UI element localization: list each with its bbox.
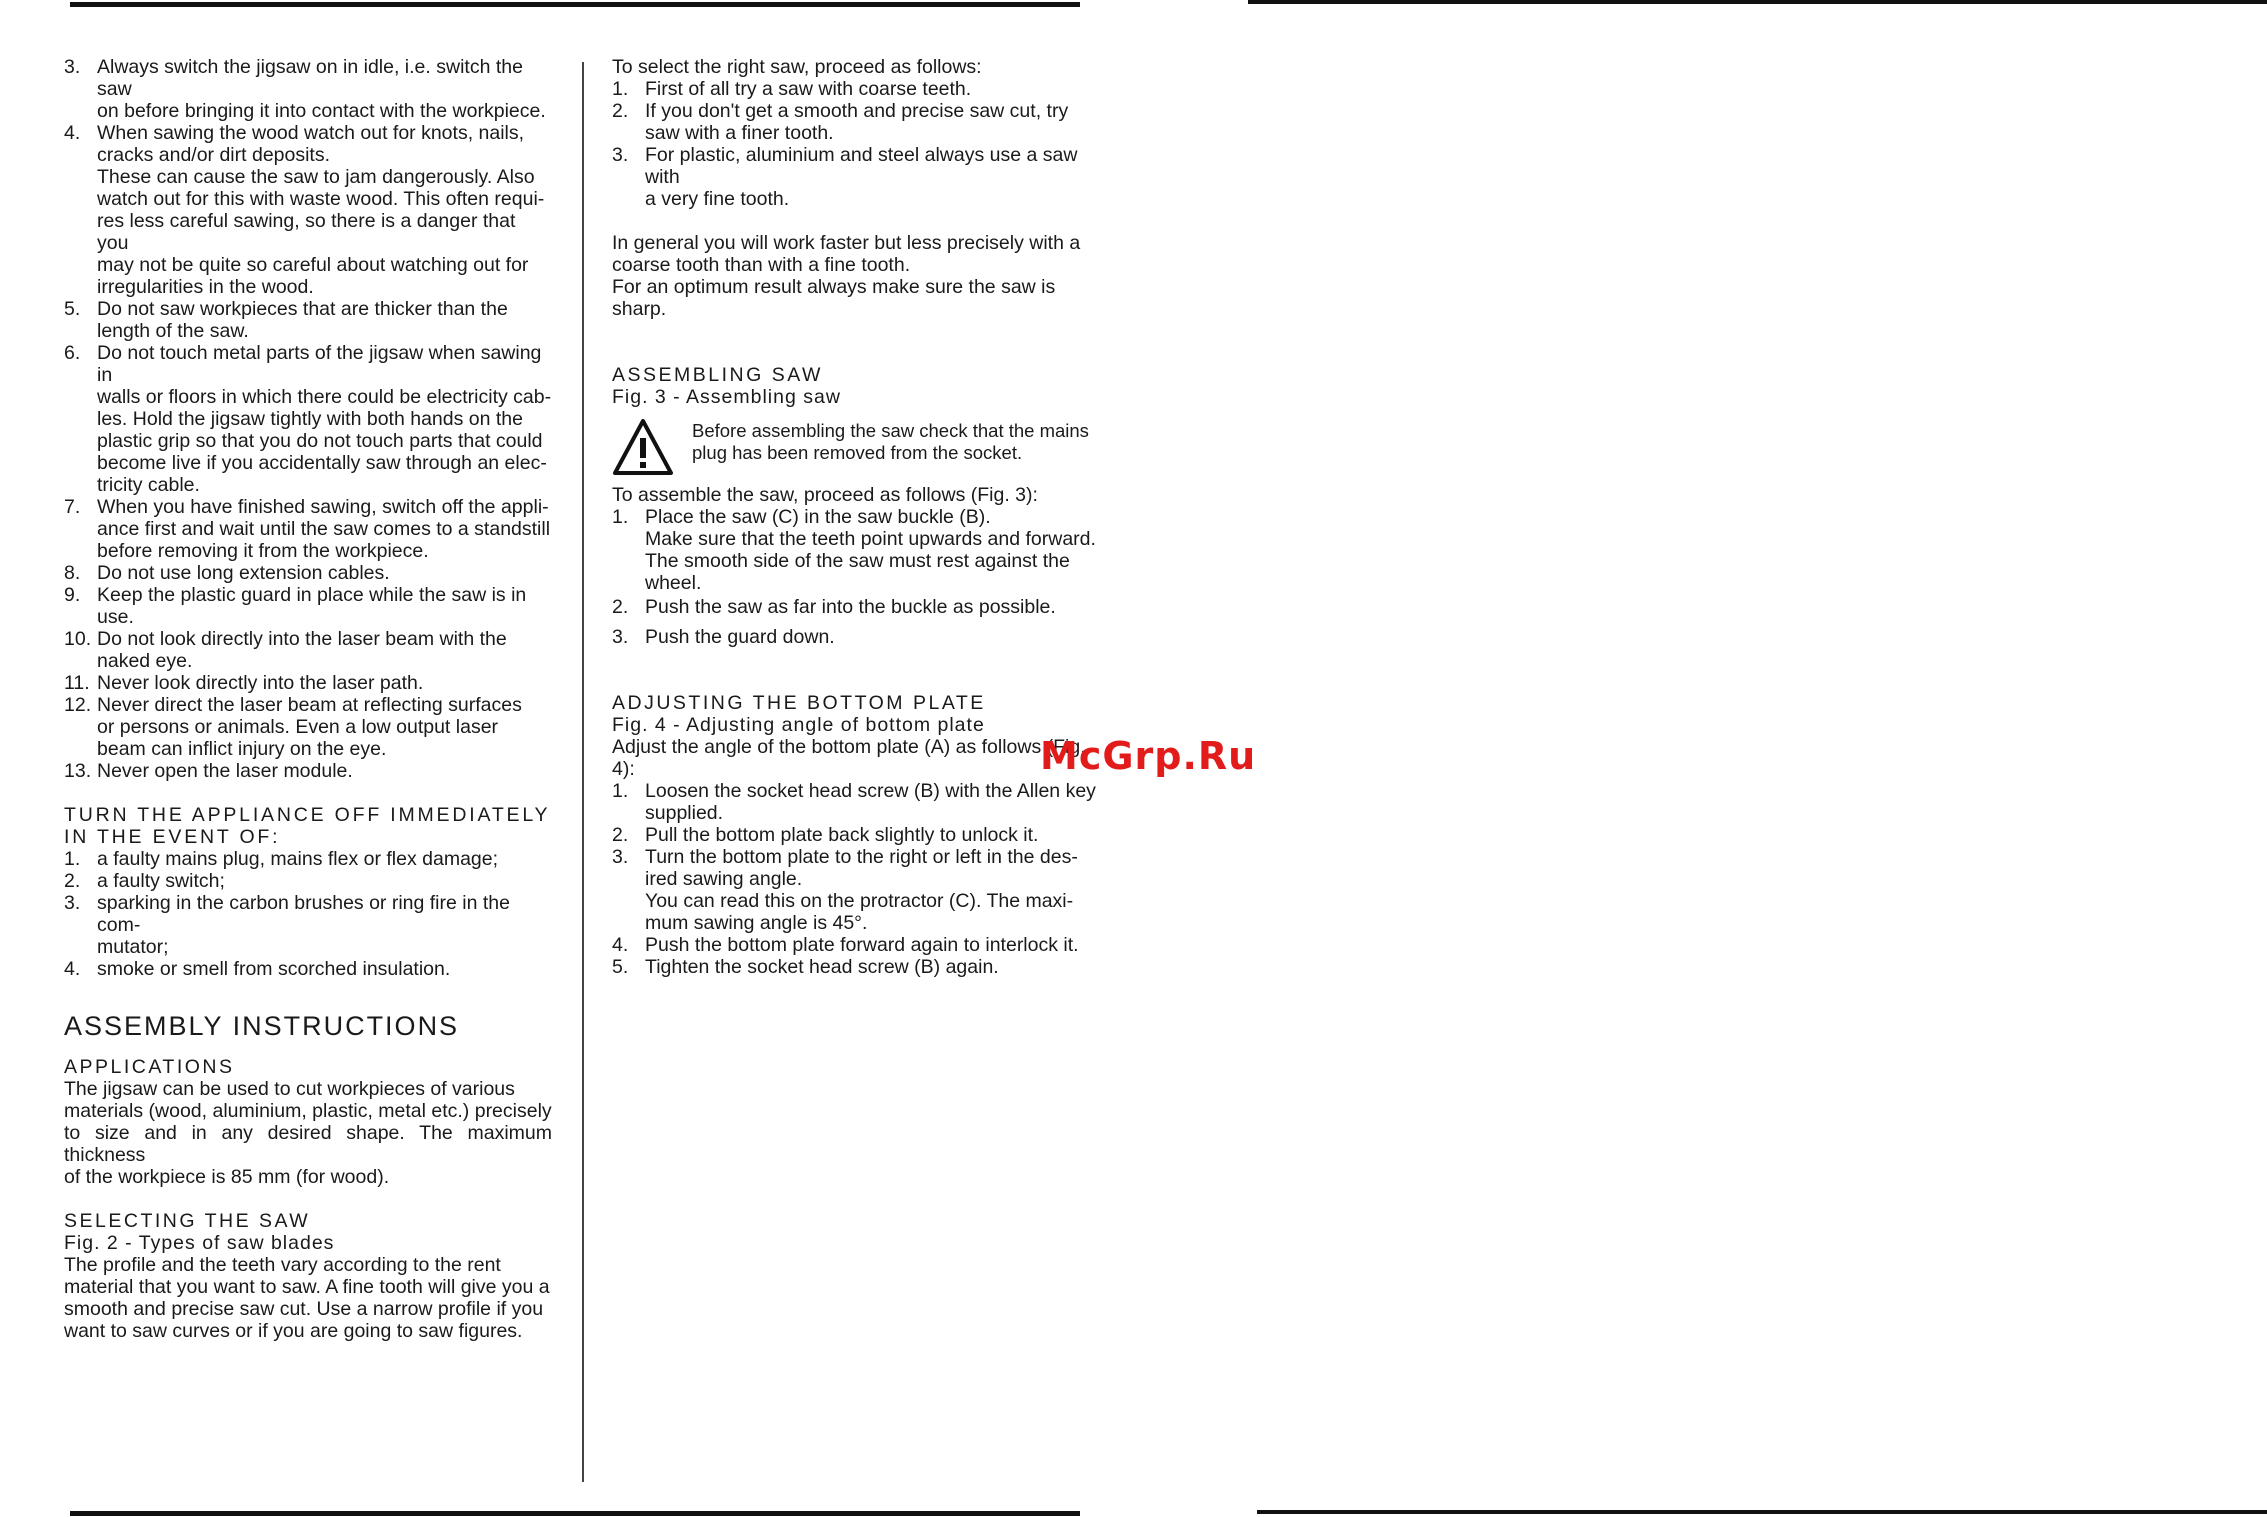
list-item-number: 1. [612, 506, 629, 528]
list-item-number: 5. [612, 956, 629, 978]
list-item [64, 122, 552, 298]
list-item-line: a very fine tooth. [645, 188, 790, 210]
list-item [64, 342, 552, 496]
list-item-line: For plastic, aluminium and steel always use a saw with [645, 144, 1078, 188]
text-line: want to saw curves or if you are going to saw figures. [64, 1320, 523, 1342]
list-item-line: wheel. [645, 572, 702, 594]
list-item-line: walls or floors in which there could be electricity cab- [97, 386, 552, 408]
list-item-number: 9. [64, 584, 81, 606]
list-item-line: Do not use long extension cables. [97, 562, 390, 584]
list-item-line: naked eye. [97, 650, 193, 672]
list-item-line: Push the guard down. [645, 626, 835, 648]
text-line: to size and in any desired shape. The maximum thickness [64, 1122, 552, 1166]
list-item-number: 1. [612, 780, 629, 802]
list-item-number: 2. [64, 870, 81, 892]
list-item [612, 78, 1102, 100]
list-item-line: Loosen the socket head screw (B) with the Allen key [645, 780, 1096, 802]
select-list [612, 78, 1102, 210]
turn-off-heading [64, 804, 552, 848]
select-intro: To select the right saw, proceed as follows: [612, 56, 982, 78]
left-column [64, 56, 552, 1342]
list-item-line: Place the saw (C) in the saw buckle (B). [645, 506, 991, 528]
list-item-line: ired sawing angle. [645, 868, 803, 890]
list-item [612, 144, 1102, 210]
list-item-line: sparking in the carbon brushes or ring fire in the com- [97, 892, 510, 936]
applications-text [64, 1078, 552, 1188]
list-item-line: mutator; [97, 936, 169, 958]
list-item-line: a faulty switch; [97, 870, 225, 892]
list-item-line: These can cause the saw to jam dangerously. Also [97, 166, 535, 188]
list-item-line: become live if you accidentally saw through an elec- [97, 452, 547, 474]
list-item-number: 1. [64, 848, 81, 870]
list-item-line: Do not saw workpieces that are thicker than the [97, 298, 508, 320]
warning-text [692, 418, 1089, 464]
list-item-line: saw with a finer tooth. [645, 122, 834, 144]
bottom-plate-heading: ADJUSTING THE BOTTOM PLATE [612, 692, 986, 714]
text-line: smooth and precise saw cut. Use a narrow profile if you [64, 1298, 544, 1320]
list-item [64, 56, 552, 122]
list-item-number: 7. [64, 496, 81, 518]
list-item-line: Make sure that the teeth point upwards and forward. [645, 528, 1096, 550]
list-item [612, 506, 1102, 594]
warning-triangle-icon [612, 418, 674, 476]
top-rule-left [70, 2, 1080, 7]
safety-list [64, 56, 552, 782]
turn-off-heading-line: IN THE EVENT OF: [64, 826, 281, 848]
list-item-number: 13. [64, 760, 92, 782]
list-item [612, 846, 1102, 934]
general-text [612, 232, 1102, 320]
list-item-line: may not be quite so careful about watching out for [97, 254, 529, 276]
list-item [64, 958, 552, 980]
bottom-plate-list [612, 780, 1102, 978]
column-divider [582, 62, 584, 1482]
list-item-number: 3. [64, 892, 81, 914]
list-item-line: When sawing the wood watch out for knots, nails, [97, 122, 525, 144]
list-item [612, 934, 1102, 956]
text-line: material that you want to saw. A fine tooth will give you a [64, 1276, 550, 1298]
list-item-number: 4. [64, 122, 81, 144]
list-item [64, 760, 552, 782]
list-item-number: 4. [64, 958, 81, 980]
list-item-line: Do not touch metal parts of the jigsaw when sawing in [97, 342, 542, 386]
text-line: 4): [612, 758, 635, 780]
list-item-line: irregularities in the wood. [97, 276, 314, 298]
list-item-number: 6. [64, 342, 81, 364]
list-item-number: 2. [612, 596, 629, 618]
list-item-line: beam can inflict injury on the eye. [97, 738, 387, 760]
list-item [612, 780, 1102, 824]
list-item-line: Push the bottom plate forward again to interlock it. [645, 934, 1079, 956]
list-item [64, 694, 552, 760]
bottom-plate-fig-caption: Fig. 4 - Adjusting angle of bottom plate [612, 714, 985, 736]
list-item-number: 2. [612, 824, 629, 846]
list-item [64, 892, 552, 958]
list-item-number: 3. [64, 56, 81, 78]
list-item [612, 626, 1102, 648]
list-item [64, 628, 552, 672]
top-rule-right [1248, 0, 2267, 4]
list-item-number: 1. [612, 78, 629, 100]
assembling-heading: ASSEMBLING SAW [612, 364, 823, 386]
text-line: coarse tooth than with a fine tooth. [612, 254, 911, 276]
list-item-line: on before bringing it into contact with the workpiece. [97, 100, 546, 122]
list-item-line: Push the saw as far into the buckle as possible. [645, 596, 1056, 618]
list-item [64, 496, 552, 562]
list-item-number: 3. [612, 626, 629, 648]
list-item-number: 12. [64, 694, 92, 716]
selecting-heading: SELECTING THE SAW [64, 1210, 311, 1232]
list-item-line: mum sawing angle is 45°. [645, 912, 868, 934]
list-item [64, 848, 552, 870]
list-item-line: res less careful sawing, so there is a danger that you [97, 210, 516, 254]
list-item-line: a faulty mains plug, mains flex or flex damage; [97, 848, 499, 870]
assemble-intro: To assemble the saw, proceed as follows (Fig. 3): [612, 484, 1038, 506]
list-item-line: supplied. [645, 802, 724, 824]
assemble-list [612, 506, 1102, 648]
list-item-line: Never open the laser module. [97, 760, 353, 782]
text-line: of the workpiece is 85 mm (for wood). [64, 1166, 390, 1188]
list-item-line: First of all try a saw with coarse teeth. [645, 78, 972, 100]
list-item-line: Turn the bottom plate to the right or left in the des- [645, 846, 1078, 868]
list-item-line: plastic grip so that you do not touch parts that could [97, 430, 543, 452]
list-item-line: cracks and/or dirt deposits. [97, 144, 331, 166]
list-item-line: before removing it from the workpiece. [97, 540, 429, 562]
list-item [64, 870, 552, 892]
list-item-line: Never direct the laser beam at reflecting surfaces [97, 694, 522, 716]
text-line: In general you will work faster but less precisely with a [612, 232, 1081, 254]
right-column [612, 56, 1102, 978]
warning-block [612, 418, 1102, 476]
list-item-number: 8. [64, 562, 81, 584]
list-item-line: length of the saw. [97, 320, 249, 342]
list-item-line: Keep the plastic guard in place while the saw is in use. [97, 584, 527, 628]
selecting-fig-caption: Fig. 2 - Types of saw blades [64, 1232, 335, 1254]
list-item-line: You can read this on the protractor (C). The maxi- [645, 890, 1074, 912]
list-item-number: 11. [64, 672, 90, 694]
list-item [612, 100, 1102, 144]
text-line: The jigsaw can be used to cut workpieces of various [64, 1078, 515, 1100]
turn-off-heading-line: TURN THE APPLIANCE OFF IMMEDIATELY [64, 804, 551, 826]
list-item-line: If you don't get a smooth and precise saw cut, try [645, 100, 1069, 122]
list-item-line: Always switch the jigsaw on in idle, i.e. switch the saw [97, 56, 523, 100]
text-line: materials (wood, aluminium, plastic, metal etc.) precisely [64, 1100, 552, 1122]
list-item [612, 824, 1102, 846]
list-item [612, 596, 1102, 618]
bottom-rule-left [70, 1511, 1080, 1516]
list-item-line: les. Hold the jigsaw tightly with both hands on the [97, 408, 524, 430]
text-line: For an optimum result always make sure the saw is sharp. [612, 276, 1056, 320]
list-item [64, 584, 552, 628]
assembly-heading: ASSEMBLY INSTRUCTIONS [64, 1011, 460, 1041]
list-item-line: Pull the bottom plate back slightly to unlock it. [645, 824, 1039, 846]
list-item-line: Tighten the socket head screw (B) again. [645, 956, 999, 978]
text-line: plug has been removed from the socket. [692, 442, 1023, 463]
list-item [64, 298, 552, 342]
selecting-text [64, 1254, 552, 1342]
text-line: The profile and the teeth vary according to the rent [64, 1254, 501, 1276]
text-line: Before assembling the saw check that the mains [692, 420, 1089, 441]
assembling-fig-caption: Fig. 3 - Assembling saw [612, 386, 841, 408]
list-item-line: The smooth side of the saw must rest against the [645, 550, 1070, 572]
list-item-line: smoke or smell from scorched insulation. [97, 958, 451, 980]
list-item-line: ance first and wait until the saw comes to a standstill [97, 518, 551, 540]
turn-off-list [64, 848, 552, 980]
list-item [64, 562, 552, 584]
list-item-number: 3. [612, 846, 629, 868]
list-item-number: 3. [612, 144, 629, 166]
list-item-line: watch out for this with waste wood. This often requi- [97, 188, 545, 210]
text-line: Adjust the angle of the bottom plate (A) as follows (Fig. [612, 736, 1086, 758]
list-item-line: Never look directly into the laser path. [97, 672, 424, 694]
list-item-line: When you have finished sawing, switch off the appli- [97, 496, 549, 518]
list-item-number: 4. [612, 934, 629, 956]
list-item-line: tricity cable. [97, 474, 200, 496]
bottom-rule-right [1257, 1510, 2267, 1514]
bottom-intro [612, 736, 1102, 780]
applications-heading: APPLICATIONS [64, 1056, 235, 1078]
watermark: McGrp.Ru [1040, 734, 1257, 778]
list-item [612, 956, 1102, 978]
list-item-number: 10. [64, 628, 92, 650]
list-item-number: 5. [64, 298, 81, 320]
list-item-line: Do not look directly into the laser beam with the [97, 628, 507, 650]
list-item-line: or persons or animals. Even a low output laser [97, 716, 499, 738]
list-item [64, 672, 552, 694]
list-item-number: 2. [612, 100, 629, 122]
